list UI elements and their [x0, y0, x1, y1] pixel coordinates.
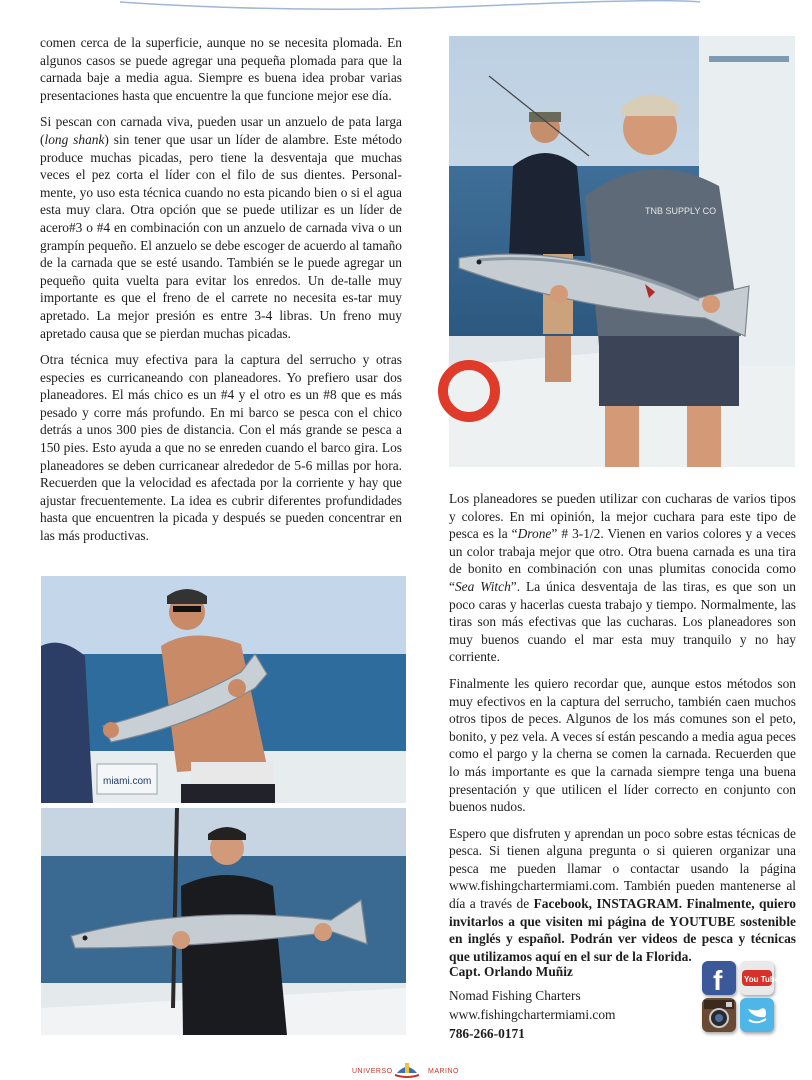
footer-word-marino: MARINO: [428, 1068, 459, 1075]
sea-witch-lure-name: Sea Witch: [454, 578, 511, 594]
long-shank-term: long shank: [44, 131, 105, 147]
website-link[interactable]: www.fishingchartermiami.com: [449, 1007, 616, 1022]
facebook-icon[interactable]: [702, 961, 736, 995]
phone-number: 786-266-0171: [449, 1026, 525, 1041]
twitter-icon[interactable]: [740, 998, 774, 1032]
left-paragraph-2: Si pescan con carnada viva, pueden usar un anzuelo de pata larga (long shank) sin tener que usar un líder de alambre. Este método produce muchas picadas, pero tiene la desventaja que muchas veces el pez corta el líder con el filo de sus dientes. Personal-mente, yo uso esta técnica cuando no esta picando bien o si el agua esta muy clara. Otra opción que se puede utilizar es un líder de acero#3 o #4 en combinación con un anzuelo de carnada viva o un grampín pequeño. El anzuelo se debe escoger de acuerdo al tamaño de la carnada que se esté usando. También se le puede agregar un pequeño quita vuelta para evitar los enredos. Un de-talle muy importante es que el freno de el carrete no necesita es-tar muy apretado. La mejor presión es entre 3-4 libras. Un freno muy apretado causa que se pierdan muchas picadas.: [40, 114, 402, 341]
universo-marino-logo-icon: [393, 1059, 421, 1079]
shirt-logo-text: TNB SUPPLY CO: [645, 206, 717, 216]
company-name: Nomad Fishing Charters: [449, 988, 581, 1003]
top-wave-decoration: [0, 0, 812, 20]
photo-shirtless-man-with-kingfish: [41, 576, 406, 803]
instagram-icon[interactable]: [702, 998, 736, 1032]
youtube-icon[interactable]: [740, 961, 780, 995]
footer-word-universo: UNIVERSO: [352, 1068, 393, 1075]
photo-two-men-with-kingfish: [449, 36, 795, 467]
svg-text:f: f: [713, 965, 723, 996]
left-column: [40, 34, 402, 554]
page-footer: [0, 1058, 812, 1080]
left-paragraph-3: Otra técnica muy efectiva para la captura del serrucho y otras especies es curricaneando con planeadores. Yo prefiero usar dos planeadores. El más chico es un #4 y el otro es un #8 que es más pesado y corre más profundo. En mi barco se pesca con el chico detrás a unos 300 pies de distancia. Con el más grande se pesca a 150 pies. Esto ayuda a que no se enreden cuando el barco gira. Los planeadores se deben curricanear alrededor de 5-6 millas por hora. Recuerden que la velocidad es afectada por la corriente y hay que ajustar frecuentemente. La idea es cubrir diferentes profundidades hasta que encuentren la picada y después se pueden concentrar en las más productivas.: [40, 352, 402, 544]
right-paragraph-2: Finalmente les quiero recordar que, aunque estos métodos son muy efectivos en la captura del serrucho, también caen muchos otros tipos de peces. Algunos de los más comunes son el peto, bonito, y pez vela. A veces sí están pescando a media agua peces como el pargo y la cherna se comen la carnada. Recuerden que lo más importante es que la carnada siempre tenga una buena presentación y que utilicen el líder correcto en conjunto con buenos nudos.: [449, 675, 796, 815]
svg-text:You Tube: You Tube: [744, 975, 780, 984]
left-paragraph-1: comen cerca de la superficie, aunque no se necesita plomada. En algunos casos se puede agregar una pequeña plomada para que la carnada baje a media agua. Siempre es buena idea probar varias presentaciones hasta que encuentre la que funcione mejor ese día.: [40, 35, 402, 103]
right-paragraph-1: Los planeadores se pueden utilizar con cucharas de varios tipos y colores. En mi opinión, la mejor cuchara para este tipo de pesca es la “Drone” # 3-1/2. Vienen en varios colores y a veces un color trabaja mejor que otro. Otra buena carnada es una tira de bonito en combinación con unas plumitas conocida como “Sea Witch”. La única desventaja de las tiras, es que son un poco caras y hacerlas cuesta trabajo y tiempo. Normalmente, las tiras son más efectivas que las cucharas. Los planeadores son muy buenos cuando el mar esta muy tranquilo y no hay corriente.: [449, 491, 796, 665]
right-paragraph-3: Espero que disfruten y aprendan un poco sobre estas técnicas de pesca. Si tienen alguna pregunta o si quieren organizar una pesca me pueden llamar o contactar usando la página www.fishingchartermiami.com. También pueden mantenerse al día a través de Facebook, INSTAGRAM. Finalmente, quiero invitarlos a que visiten mi página de YOUTUBE sostenible en inglés y español. Podrán ver videos de pesca y técnicas que utilizamos aquí en el sur de la Florida.: [449, 825, 796, 964]
author-signature: [449, 962, 689, 1043]
social-invite-text: Facebook, INSTAGRAM. Finalmente, quiero invitarlos a que visiten mi página de YOUTUBE sostenible en inglés y español. Podrán ver videos de pesca y técnicas que utilizamos aquí en el sur de la Florida.: [449, 896, 796, 964]
boat-decal-text: miami.com: [103, 776, 152, 787]
right-column: [449, 490, 796, 974]
author-name: Capt. Orlando Muñiz: [449, 964, 573, 979]
photo-young-man-with-kingfish: [41, 808, 406, 1035]
drone-lure-name: Drone: [517, 526, 552, 542]
